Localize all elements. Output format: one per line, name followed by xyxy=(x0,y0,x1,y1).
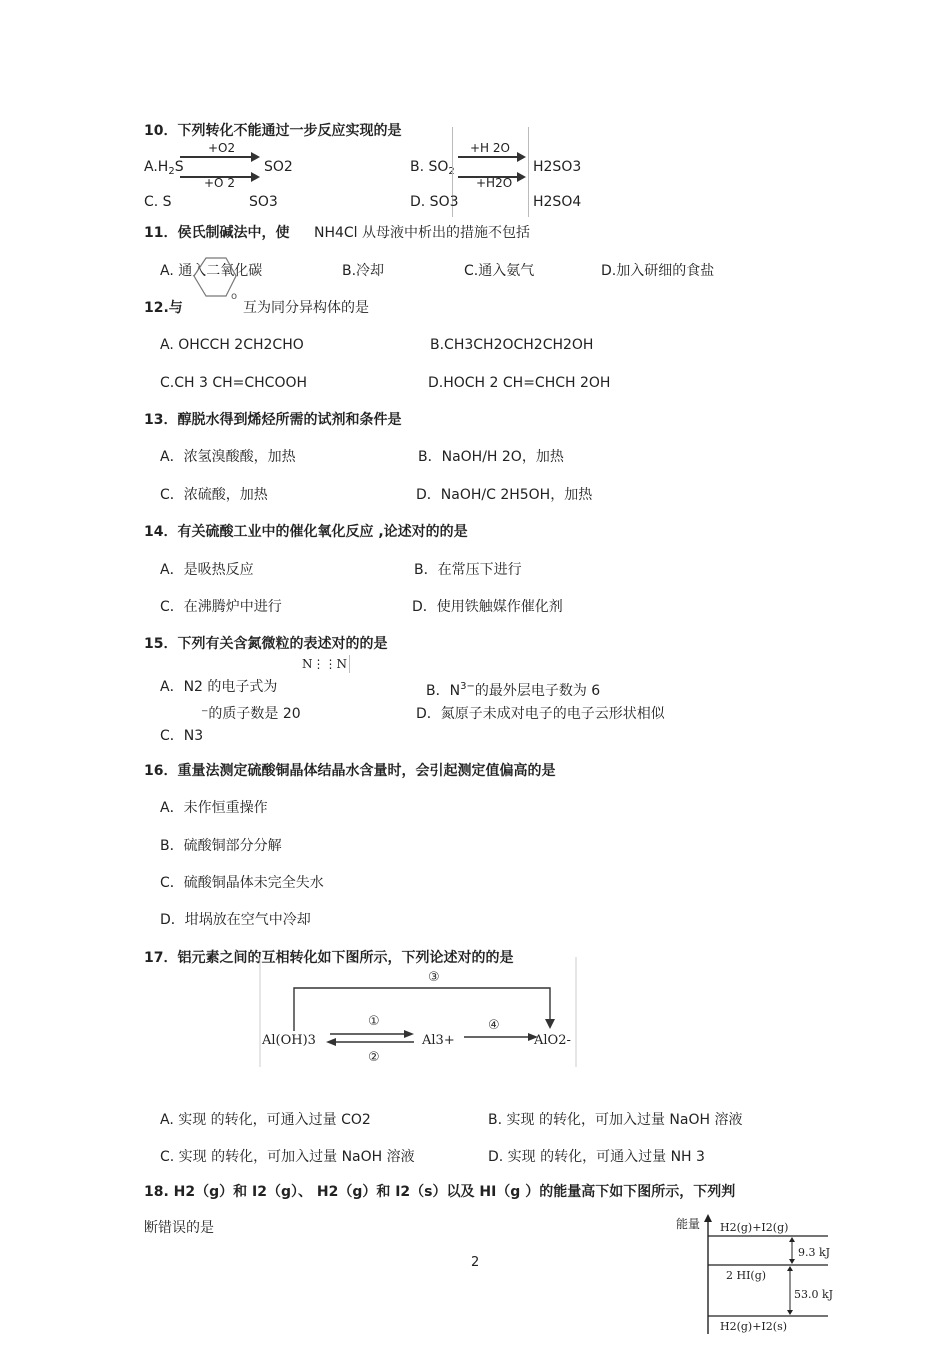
q17-option-d: D. 实现 的转化，可通入过量 NH 3 xyxy=(488,1149,705,1165)
q10-crop-line-right xyxy=(528,127,529,217)
gap1-arrow-down xyxy=(789,1259,795,1264)
level-mid-label: 2 HI(g) xyxy=(726,1269,767,1282)
q10-option-a: $A.H_2S$ xyxy=(144,159,184,177)
label-3: ③ xyxy=(428,970,440,985)
arrow-2-head xyxy=(326,1038,336,1046)
q11-option-c: C.通入氨气 xyxy=(464,263,535,279)
q17-title: 17．铝元素之间的互相转化如下图所示，下列论述对的的是 xyxy=(144,950,514,966)
q10-d-reagent: +H2O xyxy=(476,176,513,190)
q10-c-arrow xyxy=(180,176,258,178)
page-number: 2 xyxy=(471,1255,480,1270)
q12-title-rest: 互为同分异构体的是 xyxy=(243,300,369,316)
q10-b-arrow xyxy=(458,156,524,158)
q10-d-arrow xyxy=(458,176,524,178)
ring-oxygen-label: o xyxy=(231,291,238,302)
q15-option-a: A．N2 的电子式为 xyxy=(160,679,278,695)
gap2-label: 53.0 kJ xyxy=(794,1288,834,1301)
energy-axis-label: 能量 xyxy=(676,1217,701,1231)
q12-option-b: B.CH3CH2OCH2CH2OH xyxy=(430,337,594,353)
q17-option-b: B. 实现 的转化，可加入过量 NaOH 溶液 xyxy=(488,1112,743,1128)
species-aloh3: Al(OH)3 xyxy=(262,1033,316,1048)
level-top-label: H2(g)+I2(g) xyxy=(720,1221,789,1234)
q16-option-b: B．硫酸铜部分分解 xyxy=(160,838,282,854)
q14-option-c: C．在沸腾炉中进行 xyxy=(160,599,282,615)
label-4: ④ xyxy=(488,1018,500,1033)
q12-option-a: A. OHCCH 2CH2CHO xyxy=(160,337,304,353)
gap1-label: 9.3 kJ xyxy=(798,1246,831,1259)
q13-option-b: B．NaOH/H 2O，加热 xyxy=(418,449,564,465)
q12-option-c: C.CH 3 CH=CHCOOH xyxy=(160,375,308,391)
label-1: ① xyxy=(368,1014,380,1029)
q15-option-b: B．$N^{3-}$的最外层电子数为 6 xyxy=(426,681,601,699)
q10-option-c: C. S xyxy=(144,194,172,210)
q14-option-d: D．使用铁触媒作催化剂 xyxy=(412,599,563,615)
arrow-1-head xyxy=(404,1030,414,1038)
q10-a-product: SO2 xyxy=(264,159,293,175)
q12-title: 12.与 xyxy=(144,300,183,316)
q11-title-rest: NH4Cl 从母液中析出的措施不包括 xyxy=(314,225,531,241)
q11-option-b: B.冷却 xyxy=(342,263,385,279)
q13-option-d: D．NaOH/C 2H5OH，加热 xyxy=(416,487,593,503)
q10-option-b: B. $SO_2$ xyxy=(410,159,455,177)
oxane-ring-structure xyxy=(190,254,242,306)
species-al3plus: Al3+ xyxy=(422,1033,455,1048)
aluminum-conversion-diagram xyxy=(258,955,580,1071)
arrow-3-head xyxy=(545,1019,555,1029)
q16-option-c: C．硫酸铜晶体未完全失水 xyxy=(160,875,324,891)
level-bottom-label: H2(g)+I2(s) xyxy=(720,1320,788,1333)
q14-option-a: A．是吸热反应 xyxy=(160,562,254,578)
q10-b-reagent: +H 2O xyxy=(470,141,510,155)
q16-option-d: D．坩埚放在空气中冷却 xyxy=(160,912,311,928)
q11-option-d: D.加入研细的食盐 xyxy=(601,263,715,279)
q10-a-arrow xyxy=(180,156,258,158)
q18-title-line1: 18. H2（g）和 I2（g）、 H2（g）和 I2（s）以及 HI（g ）的能量高下如下图所示，下列判 xyxy=(144,1184,736,1200)
q10-d-product: H2SO4 xyxy=(533,194,582,210)
q10-c-product: SO3 xyxy=(249,194,278,210)
q10-b-product: H2SO3 xyxy=(533,159,582,175)
q10-a-reagent: +O2 xyxy=(208,141,236,155)
q15-option-c: C．N3 xyxy=(160,728,204,744)
q15-option-d: D．氮原子未成对电子的电子云形状相似 xyxy=(416,706,665,722)
q13-option-c: C．浓硫酸，加热 xyxy=(160,487,268,503)
gap2-arrow-up xyxy=(787,1266,793,1271)
q10-title: 10．下列转化不能通过一步反应实现的是 xyxy=(144,123,402,139)
q13-title: 13．醇脱水得到烯烃所需的试剂和条件是 xyxy=(144,412,402,428)
energy-axis-arrowhead xyxy=(704,1214,712,1222)
species-alo2minus: AlO2- xyxy=(534,1033,571,1048)
q14-option-b: B．在常压下进行 xyxy=(414,562,522,578)
label-2: ② xyxy=(368,1050,380,1065)
q16-option-a: A．未作恒重操作 xyxy=(160,800,268,816)
energy-level-diagram xyxy=(672,1210,842,1338)
q17-option-a: A. 实现 的转化，可通入过量 CO2 xyxy=(160,1112,371,1128)
q11-title: 11．侯氏制碱法中，使 xyxy=(144,225,290,241)
q13-option-a: A．浓氢溴酸酸，加热 xyxy=(160,449,296,465)
q15-title: 15．下列有关含氮微粒的表述对的的是 xyxy=(144,636,388,652)
q10-c-reagent: +O 2 xyxy=(204,176,235,190)
arrow-3-path xyxy=(294,988,550,1031)
q10-option-d: D. SO3 xyxy=(410,194,459,210)
n2-electron-formula-image: N⋮⋮N xyxy=(302,655,350,673)
q17-option-c: C. 实现 的转化，可加入过量 NaOH 溶液 xyxy=(160,1149,415,1165)
q15-option-c-fragment: ⁻的质子数是 20 xyxy=(201,706,301,722)
q14-title: 14．有关硫酸工业中的催化氧化反应 ,论述对的的是 xyxy=(144,524,468,540)
gap2-arrow-down xyxy=(787,1310,793,1315)
q16-title: 16．重量法测定硫酸铜晶体结晶水含量时，会引起测定值偏高的是 xyxy=(144,763,556,779)
gap1-arrow-up xyxy=(789,1237,795,1242)
q11-option-a: A. 通入二氧化碳 xyxy=(160,263,263,279)
q18-title-line2: 断错误的是 xyxy=(144,1220,214,1236)
q12-option-d: D.HOCH 2 CH=CHCH 2OH xyxy=(428,375,611,391)
